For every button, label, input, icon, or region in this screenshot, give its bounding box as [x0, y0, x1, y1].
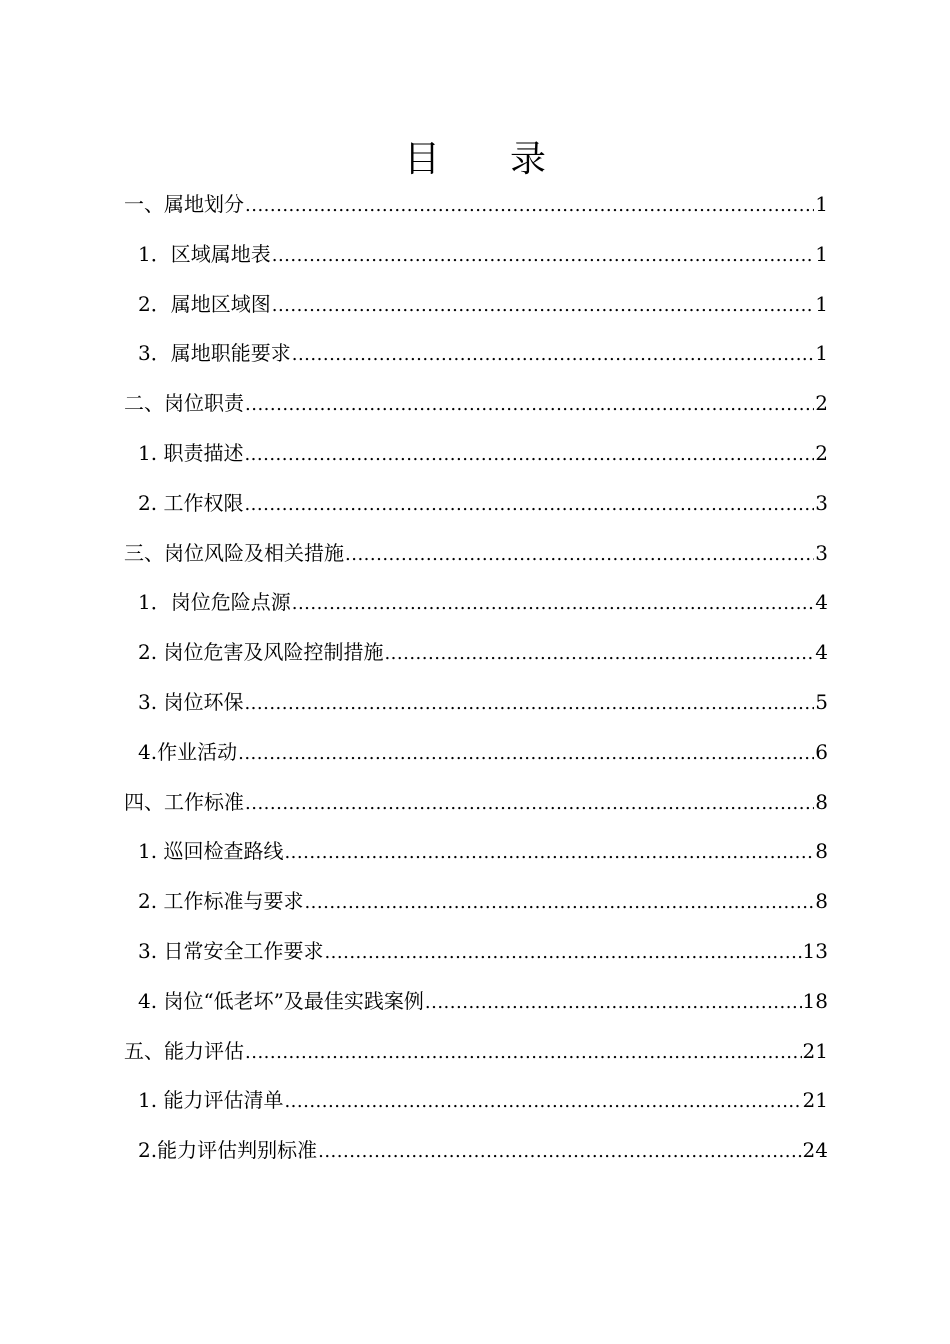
- toc-dot-leader: [292, 582, 815, 626]
- toc-entry-label: 2. 工作标准与要求: [138, 889, 304, 914]
- toc-entry[interactable]: [124, 630, 828, 680]
- toc-dot-leader: [345, 533, 814, 577]
- toc-dot-leader: [245, 184, 814, 228]
- toc-entry-page: 6: [815, 739, 828, 764]
- toc-entry-label: 1．岗位危险点源: [138, 590, 291, 615]
- toc-title: [0, 136, 950, 184]
- toc-dot-leader: [304, 881, 814, 925]
- toc-entry[interactable]: [124, 730, 828, 780]
- toc-entry-page: 3: [815, 490, 828, 515]
- toc-entry-page: 1: [815, 192, 828, 216]
- toc-entry[interactable]: [124, 232, 828, 282]
- toc-entry[interactable]: [124, 1029, 828, 1079]
- toc-entry-page: 8: [815, 789, 828, 814]
- toc-dot-leader: [245, 782, 814, 826]
- toc-entry-label: 4.作业活动: [138, 739, 238, 764]
- toc-entry[interactable]: [124, 829, 828, 879]
- toc-entry-page: 8: [815, 889, 828, 914]
- toc-dot-leader: [324, 931, 801, 975]
- toc-dot-leader: [284, 831, 814, 875]
- toc-entry-label: 2．属地区域图: [138, 291, 271, 316]
- toc-entry-label: 1. 能力评估清单: [138, 1088, 284, 1113]
- toc-dot-leader: [272, 234, 815, 278]
- toc-entry-label: 3．属地职能要求: [138, 341, 291, 366]
- toc-entry[interactable]: [124, 680, 828, 730]
- toc-entry-page: 1: [815, 341, 828, 366]
- toc-entry[interactable]: [124, 331, 828, 381]
- toc-entry[interactable]: [124, 1128, 828, 1178]
- toc-entry[interactable]: [124, 929, 828, 979]
- toc-title-char-2: 录: [510, 139, 547, 180]
- toc-entry[interactable]: [124, 580, 828, 630]
- toc-dot-leader: [244, 433, 814, 477]
- toc-entry-page: 21: [802, 1088, 828, 1113]
- toc-entry-page: 18: [802, 988, 828, 1013]
- toc-entry-page: 2: [815, 440, 828, 465]
- toc-entry-label: 4. 岗位“低老坏”及最佳实践案例: [138, 988, 424, 1013]
- toc-entry-label: 一、属地划分: [124, 192, 244, 216]
- toc-entry-label: 2. 工作权限: [138, 490, 244, 515]
- toc-entry-page: 21: [802, 1038, 828, 1063]
- toc-entry-label: 3. 日常安全工作要求: [138, 938, 324, 963]
- toc-entry-page: 4: [815, 640, 828, 665]
- toc-dot-leader: [245, 383, 814, 427]
- toc-entry-page: 1: [815, 291, 828, 316]
- toc-dot-leader: [244, 483, 814, 527]
- toc-entry-label: 四、工作标准: [124, 789, 244, 814]
- toc-entry-label: 2.能力评估判别标准: [138, 1138, 318, 1163]
- toc-entry-label: 1. 职责描述: [138, 440, 244, 465]
- toc-entry-page: 5: [815, 689, 828, 714]
- toc-entry-page: 1: [815, 241, 828, 266]
- toc-entry[interactable]: [124, 481, 828, 531]
- toc-dot-leader: [292, 333, 815, 377]
- toc-entry-label: 1．区域属地表: [138, 241, 271, 266]
- toc-entry-label: 五、能力评估: [124, 1038, 244, 1063]
- toc-entry-page: 8: [815, 839, 828, 864]
- toc-entry[interactable]: [124, 780, 828, 830]
- toc-title-char-1: 目: [403, 139, 440, 180]
- toc-entry-label: 3. 岗位环保: [138, 689, 244, 714]
- toc-dot-leader: [384, 632, 814, 676]
- toc-entry[interactable]: [124, 879, 828, 929]
- toc-entry-label: 二、岗位职责: [124, 391, 244, 416]
- toc-dot-leader: [238, 732, 814, 776]
- toc-list: [124, 182, 828, 1178]
- toc-entry-label: 1. 巡回检查路线: [138, 839, 284, 864]
- toc-entry-page: 13: [802, 938, 828, 963]
- toc-entry-page: 3: [815, 540, 828, 565]
- toc-dot-leader: [245, 1031, 802, 1075]
- toc-dot-leader: [244, 682, 814, 726]
- toc-entry[interactable]: [124, 531, 828, 581]
- toc-entry-page: 24: [802, 1138, 828, 1163]
- toc-dot-leader: [272, 284, 815, 328]
- toc-entry[interactable]: [124, 979, 828, 1029]
- toc-entry[interactable]: [124, 1078, 828, 1128]
- toc-entry[interactable]: [124, 182, 828, 232]
- toc-entry[interactable]: [124, 381, 828, 431]
- toc-dot-leader: [318, 1130, 801, 1174]
- toc-entry-label: 三、岗位风险及相关措施: [124, 540, 344, 565]
- toc-dot-leader: [284, 1080, 801, 1124]
- toc-entry[interactable]: [124, 282, 828, 332]
- toc-dot-leader: [425, 981, 802, 1025]
- toc-entry[interactable]: [124, 431, 828, 481]
- toc-entry-page: 4: [815, 590, 828, 615]
- toc-entry-page: 2: [815, 391, 828, 416]
- toc-entry-label: 2. 岗位危害及风险控制措施: [138, 640, 384, 665]
